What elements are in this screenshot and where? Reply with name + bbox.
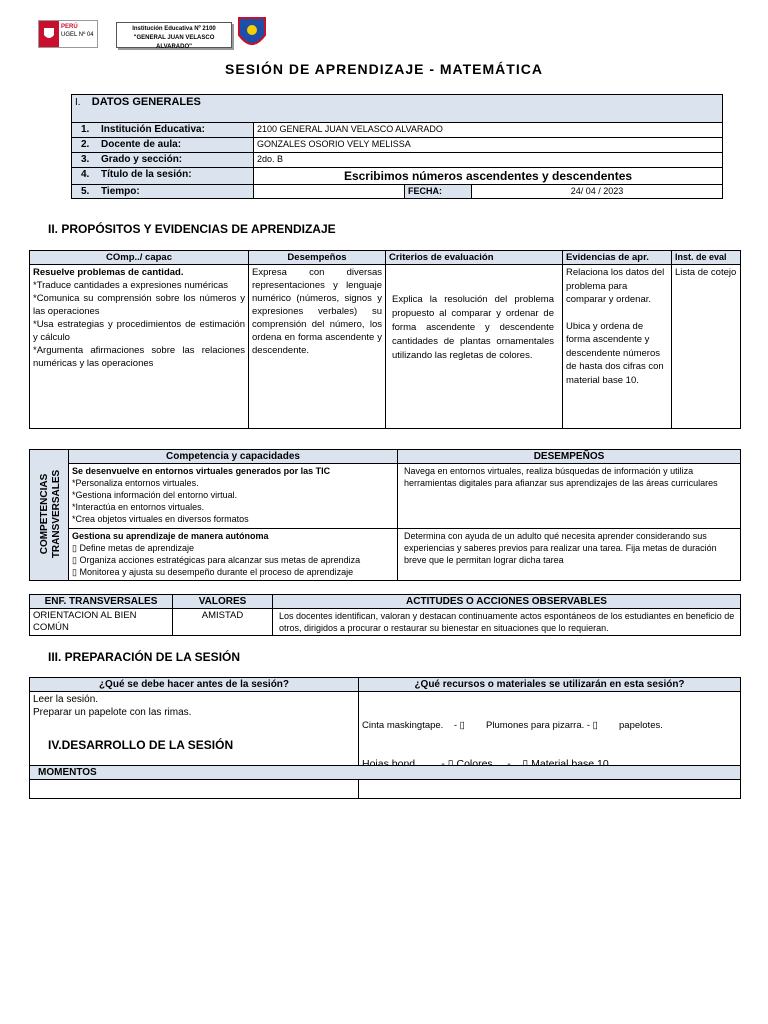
svg-text:TRANSVERSALES: TRANSVERSALES [51, 469, 62, 559]
comp-cell [30, 265, 249, 429]
tic-item: *Interactúa en entornos virtuales. [72, 502, 205, 513]
row-2-value: GONZALES OSORIO VELY MELISSA [254, 138, 723, 153]
tiempo-value [254, 185, 405, 199]
valor-value: AMISTAD [173, 609, 273, 636]
transversales-side-label [30, 450, 68, 578]
school-line-1: Institución Educativa Nº 2100 [132, 26, 216, 32]
tic-item: *Gestiona información del entorno virtual. [72, 490, 238, 501]
preparacion-title: III. PREPARACIÓN DE LA SESIÓN [48, 650, 241, 664]
col-actitudes: ACTITUDES O ACCIONES OBSERVABLES [273, 595, 741, 609]
fecha-value: 24/ 04 / 2023 [472, 185, 723, 199]
tic-cell [69, 464, 398, 528]
datos-num: I. [75, 97, 81, 108]
row-4-label: 4. Título de la sesión: [72, 168, 254, 185]
page-title: SESIÓN DE APRENDIZAJE - MATEMÁTICA [225, 61, 543, 77]
comp-item: *Argumenta afirmaciones sobre las relaciones numéricas y las operaciones [33, 345, 245, 369]
recursos-cell [359, 692, 741, 799]
row-2-label: 2. Docente de aula: [72, 138, 254, 153]
col-comp: COmp../ capac [30, 251, 249, 265]
propositos-table [29, 250, 741, 429]
auto-title: Gestiona su aprendizaje de manera autónoma [72, 530, 269, 541]
datos-label: DATOS GENERALES [91, 96, 201, 108]
header-desempenos: DESEMPEÑOS [398, 450, 741, 464]
auto-item: ▯ Define metas de aprendizaje [72, 542, 195, 553]
enfoques-table [29, 594, 741, 636]
shield-icon [43, 27, 55, 41]
col-criterios: Criterios de evaluación [386, 251, 563, 265]
fecha-label: FECHA: [405, 185, 472, 199]
actitud-value: Los docentes identifican, valoran y destacan continuamente actos espontáneos de los estudiantes en beneficio de otros, dirigidos a procurar o restaurar su bienestar en situaciones que lo requieran. [273, 609, 741, 636]
auto-item: ▯ Organiza acciones estratégicas para alcanzar sus metas de aprendiza [72, 554, 361, 565]
evidencia-cell [563, 265, 672, 429]
instrumento-cell: Lista de cotejo [672, 265, 741, 429]
desempeno-cell: Expresa con diversas representaciones y lenguaje numérico (números, signos y expresiones verbales) su comprensión del número, los ordena en forma ascendente y descendente. [249, 265, 386, 429]
row-3-label: 3. Grado y sección: [72, 153, 254, 168]
criterio-cell: Explica la resolución del problema propuesto al comparar y ordenar de forma ascendente y descendente cantidades de plantas ornamentales utilizando las regletas de colores. [386, 265, 563, 429]
col-valores: VALORES [173, 595, 273, 609]
tic-title: Se desenvuelve en entornos virtuales generados por las TIC [72, 466, 331, 477]
row-1-label: 1. Institución Educativa: [72, 123, 254, 138]
col-antes: ¿Qué se debe hacer antes de la sesión? [30, 678, 359, 692]
tic-item: *Crea objetos virtuales en diversos formatos [72, 514, 249, 525]
row-3-value: 2do. B [254, 153, 723, 168]
peru-logo [38, 20, 98, 48]
desarrollo-title: IV.DESARROLLO DE LA SESIÓN [48, 738, 234, 752]
transversales-side [30, 450, 69, 581]
recursos-line-2: Hojas bond. - ▯ Colores. - ▯ Material base 10 [362, 758, 609, 770]
school-name-box [116, 22, 232, 48]
logo-ugel: UGEL Nº 04 [61, 32, 94, 38]
col-evidencias: Evidencias de apr. [563, 251, 672, 265]
momentos-header: MOMENTOS [30, 766, 741, 780]
comp-item: *Usa estrategias y procedimientos de estimación y cálculo [33, 319, 245, 343]
antes-item-2: Preparar un papelote con las rimas. [33, 707, 192, 718]
comp-item: *Traduce cantidades a expresiones numéricas [33, 280, 229, 291]
logo-text: PERÚ [61, 24, 78, 30]
col-instrumento: Inst. de eval [672, 251, 741, 265]
tic-item: *Personaliza entornos virtuales. [72, 478, 199, 489]
col-recursos: ¿Qué recursos o materiales se utilizarán en esta sesión? [359, 678, 741, 692]
school-line-2: "GENERAL JUAN VELASCO ALVARADO" [133, 35, 215, 50]
comp-title: Resuelve problemas de cantidad. [33, 267, 184, 278]
enfoque-value: ORIENTACION AL BIEN COMÚN [30, 609, 173, 636]
row-1-value: 2100 GENERAL JUAN VELASCO ALVARADO [254, 123, 723, 138]
auto-desempeno: Determina con ayuda de un adulto qué necesita aprender considerando sus experiencias y saberes previos para realizar una tarea. Fija metas de duración breve que le permitan lograr dicha tarea [398, 528, 741, 580]
comp-item: *Comunica su comprensión sobre los números y las operaciones [33, 293, 245, 317]
evidencia-2: Ubica y ordena de forma ascendente y descendente números de hasta dos cifras con material base 10. [566, 320, 664, 386]
autonomo-cell [69, 528, 398, 580]
row-5-label: 5. Tiempo: [72, 185, 254, 199]
antes-item-1: Leer la sesión. [33, 694, 99, 705]
tic-desempeno: Navega en entornos virtuales, realiza búsquedas de información y utiliza herramientas digitales para afianzar sus aprendizajes de las áreas curriculares [398, 464, 741, 528]
session-title-value: Escribimos números ascendentes y descendentes [254, 168, 723, 185]
auto-item: ▯ Monitorea y ajusta su desempeño durante el proceso de aprendizaje [72, 566, 354, 577]
datos-generales-table [71, 94, 723, 199]
transversales-table [29, 449, 741, 581]
desarrollo-table [29, 765, 741, 780]
evidencia-1: Relaciona los datos del problema para comparar y ordenar. [566, 267, 665, 305]
col-desempenos: Desempeños [249, 251, 386, 265]
propositos-title: II. PROPÓSITOS Y EVIDENCIAS DE APRENDIZAJE [48, 222, 336, 236]
recursos-line-1: Cinta maskingtape. - ▯ Plumones para pizarra. - ▯ papelotes. [362, 720, 663, 731]
school-crest-icon [236, 15, 268, 58]
header-comp-cap: Competencia y capacidades [69, 450, 398, 464]
datos-header [72, 95, 723, 123]
col-enfoque: ENF. TRANSVERSALES [30, 595, 173, 609]
svg-text:COMPETENCIAS: COMPETENCIAS [39, 473, 50, 555]
